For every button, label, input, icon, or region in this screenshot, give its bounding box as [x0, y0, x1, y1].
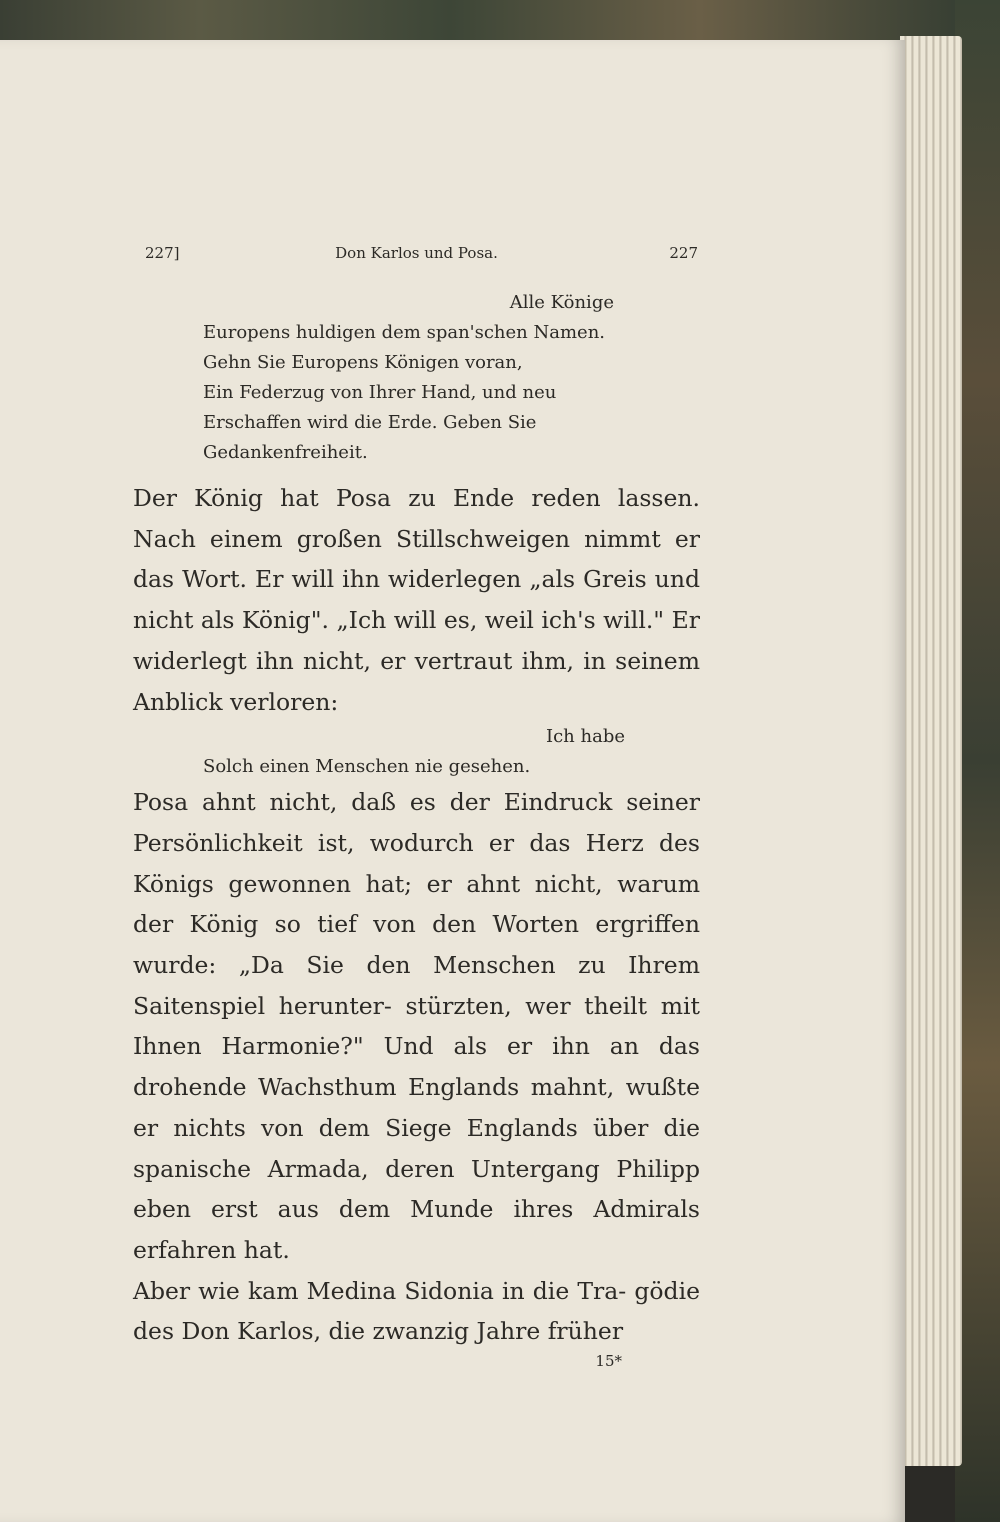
verse-line: Gedankenfreiheit.	[203, 442, 368, 463]
header-right-page-number: 227	[669, 244, 698, 262]
text-block	[133, 242, 700, 1370]
verse-quote-a	[133, 288, 700, 468]
verse-line: Ein Federzug von Ihrer Hand, und neu	[203, 382, 557, 403]
verse-line: Gehn Sie Europens Königen voran,	[203, 352, 523, 373]
verse-line: Alle Könige	[509, 292, 614, 313]
header-title: Don Karlos und Posa.	[335, 244, 498, 262]
paragraph-1: Der König hat Posa zu Ende reden lassen. Nach einem großen Stillschweigen nimmt er das Wort. Er will ihn widerlegen „als Greis und nicht als König". „Ich will es, weil ich's will." Er widerlegt ihn nicht, er vertraut ihm, in seinem Anblick verloren:	[133, 484, 700, 716]
verse-line: Ich habe	[545, 726, 625, 748]
verse-quote-b	[133, 722, 700, 782]
verse-line: Solch einen Menschen nie gesehen.	[203, 756, 531, 778]
header-left-page-number: 227]	[145, 244, 180, 262]
paragraph-2: Posa ahnt nicht, daß es der Eindruck seiner Persönlichkeit ist, wodurch er das Herz des Königs gewonnen hat; er ahnt nicht, warum der König so tief von den Worten ergriffen wurde: „Da Sie den Menschen zu Ihrem Saitenspiel herunter- stürzten, wer theilt mit Ihnen Harmonie?" Und als er ihn an das drohende Wachsthum Englands mahnt, wußte er nichts von dem Siege Englands über die spanische Armada, deren Untergang Philipp eben erst aus dem Munde ihres Admirals erfahren hat.	[133, 788, 700, 1264]
running-header	[133, 242, 700, 274]
verse-line: Erschaffen wird die Erde. Geben Sie	[203, 412, 537, 433]
page-edges	[900, 36, 962, 1466]
signature-mark: 15*	[595, 1352, 622, 1371]
paragraph-3: Aber wie kam Medina Sidonia in die Tra- gödie des Don Karlos, die zwanzig Jahre früher	[133, 1276, 700, 1346]
verse-line: Europens huldigen dem span'schen Namen.	[203, 322, 606, 343]
